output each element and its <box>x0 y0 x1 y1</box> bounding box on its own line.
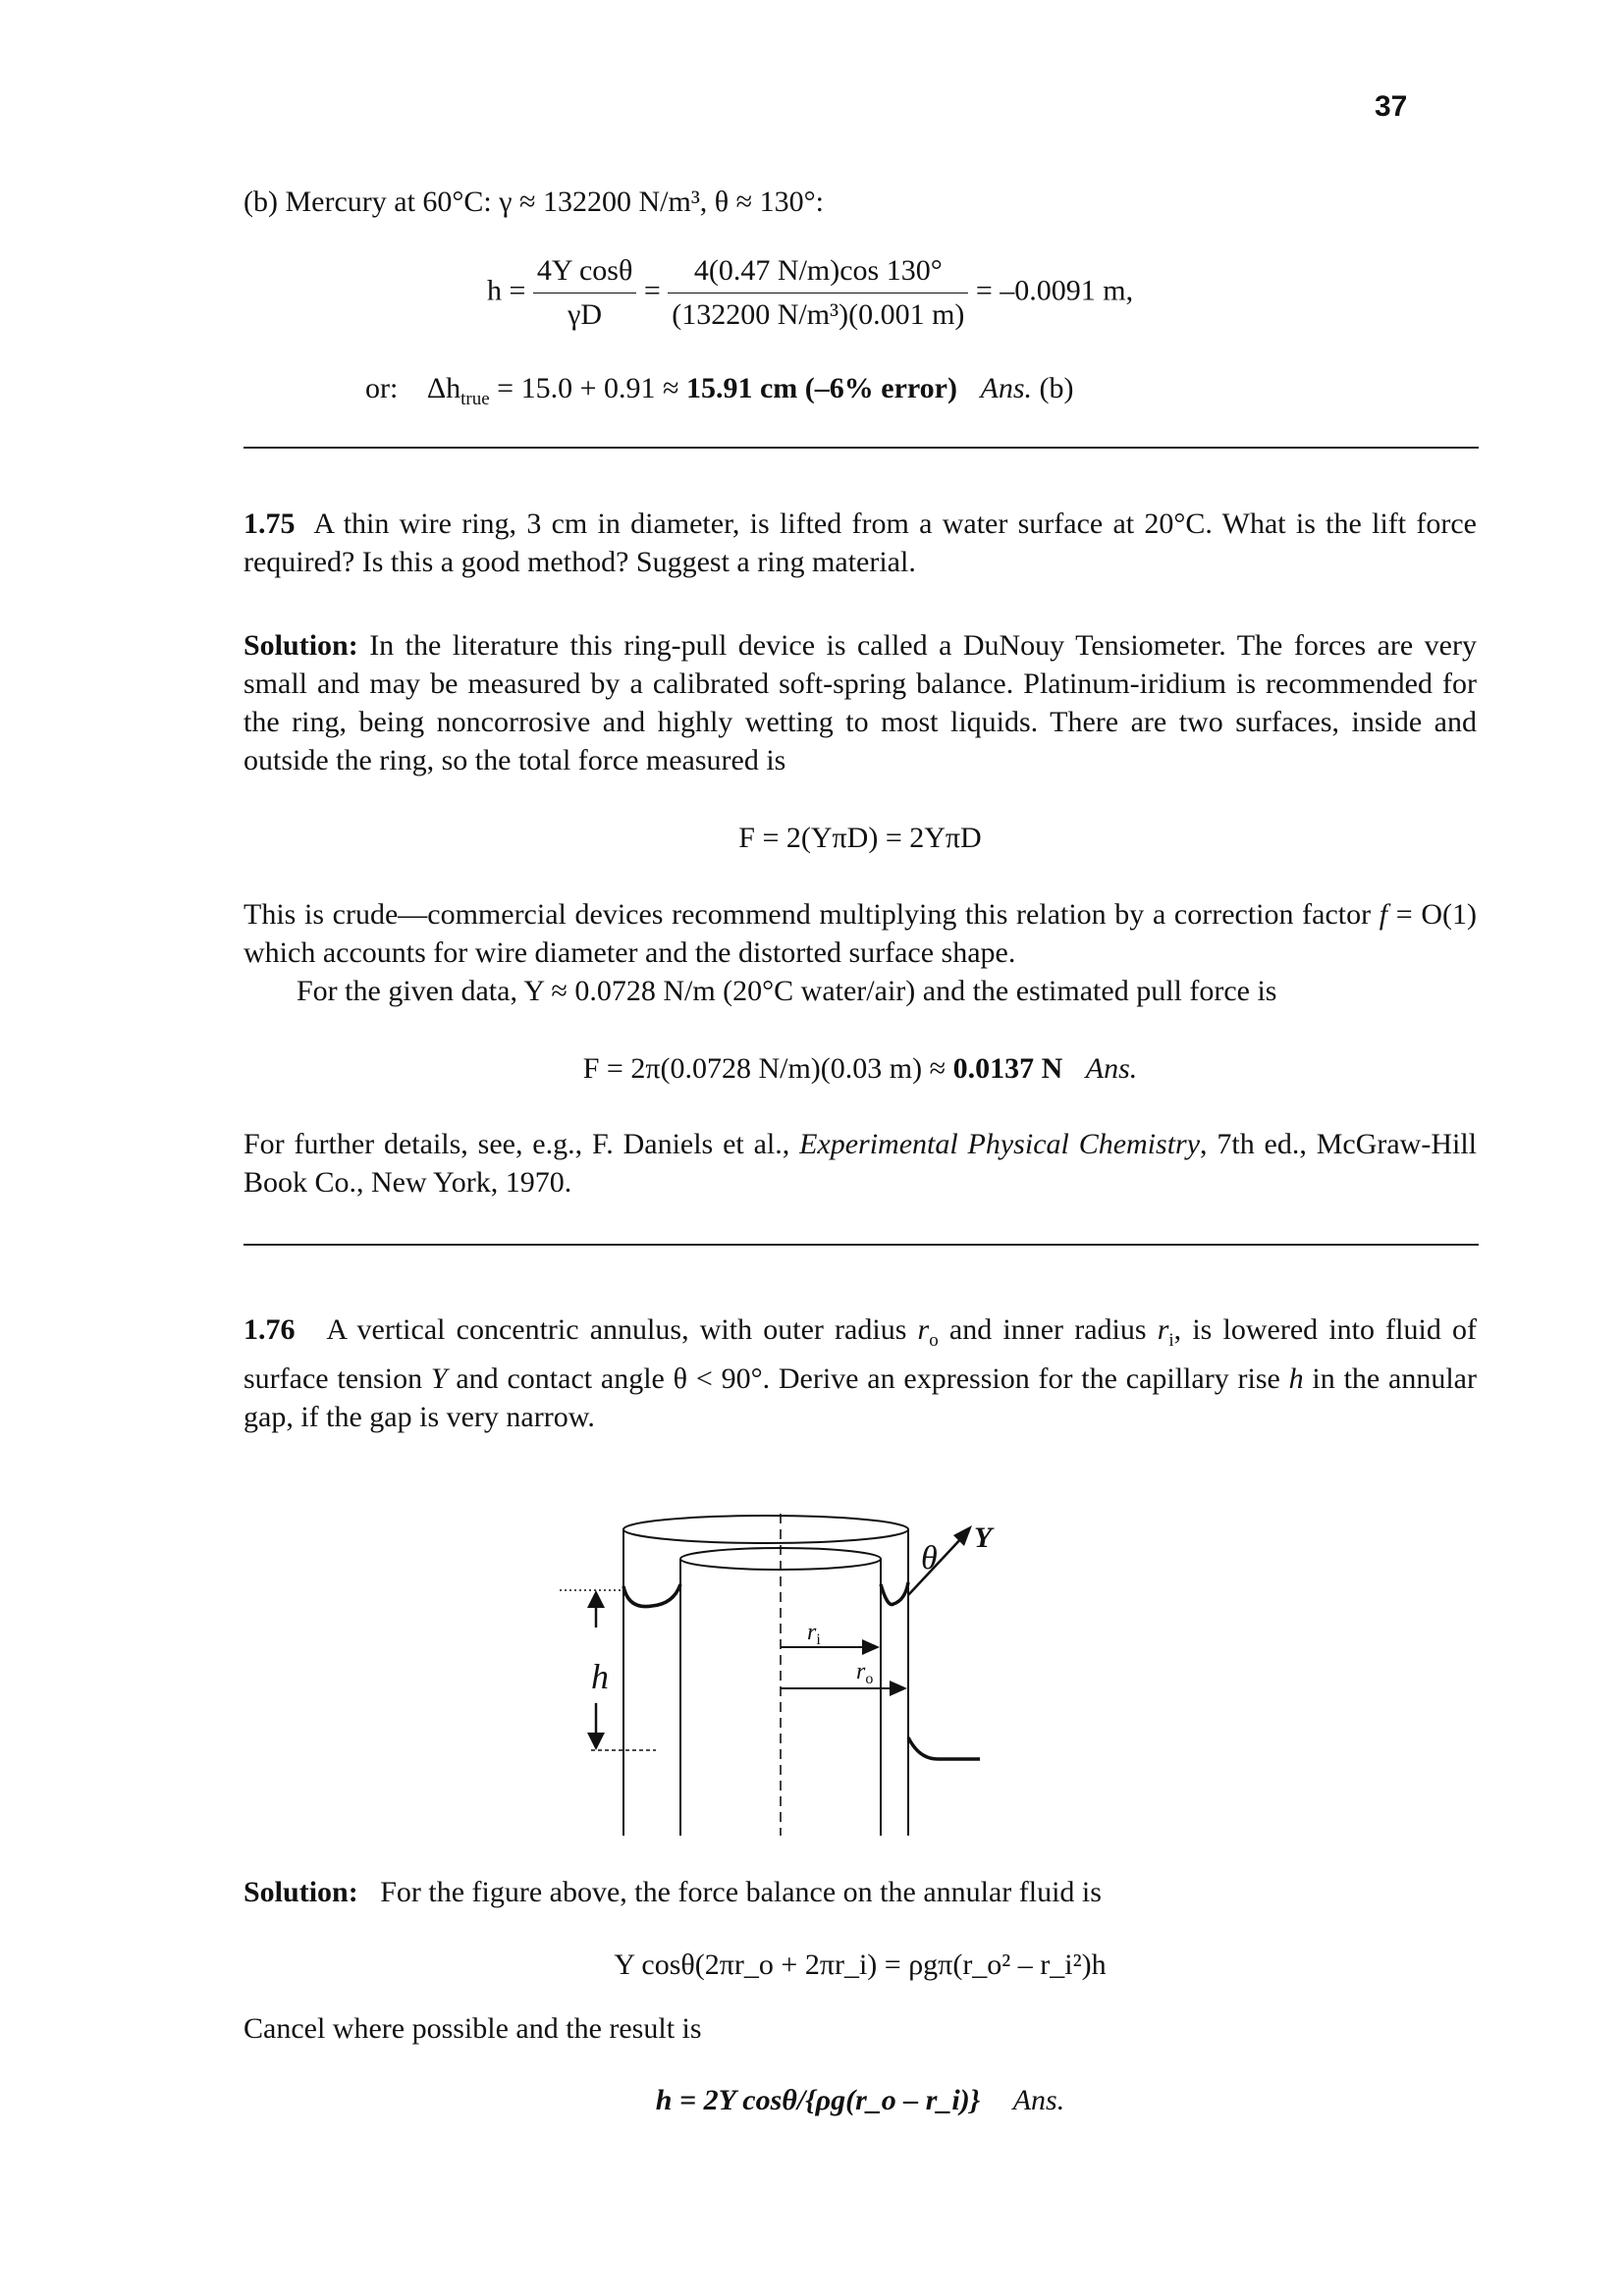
q-h: h <box>1288 1362 1304 1395</box>
result-equation <box>243 2081 1477 2120</box>
fraction-2-numerator: 4(0.47 N/m)cos 130° <box>668 251 968 294</box>
solution-text: For the figure above, the force balance on the annular fluid is <box>380 1876 1102 1908</box>
part-b-heading: (b) Mercury at 60°C: γ ≈ 132200 N/m³, θ ≈ 130°: <box>243 186 824 218</box>
annulus-figure <box>540 1502 1168 1836</box>
correction-factor-f: f <box>1379 898 1388 931</box>
Y-label: Y <box>974 1522 993 1554</box>
cancel-paragraph: Cancel where possible and the result is <box>243 2012 702 2045</box>
ans-label: Ans. <box>980 372 1032 404</box>
ri-label <box>807 1620 821 1648</box>
question-text: A thin wire ring, 3 cm in diameter, is lifted from a water surface at 20°C. What is the lift force required? Is this a good method? Suggest a ring material. <box>243 507 1477 578</box>
eq-mid: = <box>643 274 661 307</box>
ref-text-1: For further details, see, e.g., F. Daniels et al., <box>243 1128 800 1160</box>
pull-force-answer: 0.0137 N <box>952 1052 1063 1085</box>
problem-1-76-solution <box>243 1873 1477 1911</box>
part-b-equation <box>487 251 1133 335</box>
fraction-1-numerator: 4Y cosθ <box>533 251 636 294</box>
q-text-2: and inner radius <box>938 1313 1158 1346</box>
problem-1-76-question <box>243 1310 1477 1436</box>
ref-text-2: , 7th ed., McGraw-Hill Book Co., New York, 1970. <box>243 1128 1477 1199</box>
problem-1-75-question <box>243 505 1477 581</box>
q-text-3: , is lowered into fluid of surface tension <box>243 1313 1477 1395</box>
page-number: 37 <box>1375 90 1408 123</box>
q-ro: r <box>917 1313 930 1346</box>
divider <box>243 1244 1479 1246</box>
pull-force-equation <box>243 1049 1477 1089</box>
solution-label: Solution: <box>243 629 358 662</box>
ans-label: Ans. <box>1085 1052 1138 1085</box>
q-text-1: A vertical concentric annulus, with outer radius <box>326 1313 918 1346</box>
ro-arrowhead <box>890 1681 907 1696</box>
h-arrowhead-up <box>587 1590 605 1608</box>
meniscus-left <box>623 1584 680 1607</box>
crude-text-2: = O(1) which accounts for wire diameter and the distorted surface shape. <box>243 898 1477 969</box>
ro-label-sub: o <box>865 1671 874 1687</box>
h-arrowhead-down <box>587 1733 605 1750</box>
theta-label: θ <box>921 1540 938 1576</box>
crude-text-1: This is crude—commercial devices recommend multiplying this relation by a correction factor <box>243 898 1380 931</box>
meniscus-right <box>881 1582 908 1605</box>
divider <box>243 447 1479 449</box>
reference-paragraph <box>243 1125 1477 1201</box>
ans-label: Ans. <box>1012 2084 1065 2116</box>
fraction-1-denominator: γD <box>568 298 603 331</box>
q-ri: r <box>1157 1313 1169 1346</box>
q-ri-sub: i <box>1168 1330 1174 1351</box>
q-ro-sub: o <box>929 1330 939 1351</box>
ri-label-sub: i <box>816 1631 821 1648</box>
ro-label <box>856 1659 873 1687</box>
q-Y: Y <box>430 1362 448 1395</box>
solution-label: Solution: <box>243 1876 358 1908</box>
eq-result: = –0.0091 m, <box>975 274 1134 307</box>
part-b-answer: 15.91 cm (–6% error) <box>685 372 957 404</box>
ring-force-equation: F = 2(YπD) = 2YπD <box>738 822 982 854</box>
given-data-paragraph: For the given data, Y ≈ 0.0728 N/m (20°C water/air) and the estimated pull force is <box>297 975 1277 1007</box>
fraction-1 <box>533 251 636 335</box>
ref-book-title: Experimental Physical Chemistry <box>799 1128 1201 1160</box>
fraction-2 <box>668 251 968 335</box>
fraction-2-denominator: (132200 N/m³)(0.001 m) <box>672 298 965 331</box>
or-label: or: <box>365 372 399 404</box>
problem-number: 1.75 <box>243 507 296 540</box>
problem-number: 1.76 <box>243 1313 296 1346</box>
force-balance-equation: Y cosθ(2πr_o + 2πr_i) = ρgπ(r_o² – r_i²)h <box>614 1949 1107 1981</box>
delta-h: Δh <box>426 372 461 404</box>
correction-paragraph <box>243 895 1477 972</box>
pull-force-expr: F = 2π(0.0728 N/m)(0.03 m) ≈ <box>582 1052 953 1085</box>
q-text-4: and contact angle θ < 90°. Derive an expression for the capillary rise <box>447 1362 1289 1395</box>
problem-1-75-solution <box>243 626 1477 779</box>
result-expression: h = 2Y cosθ/{ρg(r_o – r_i)} <box>655 2084 981 2116</box>
ri-arrowhead <box>862 1639 880 1655</box>
outer-cylinder-top <box>623 1516 908 1543</box>
q-text-5: in the annular gap, if the gap is very narrow. <box>243 1362 1477 1433</box>
ri-label-r: r <box>807 1620 817 1645</box>
part-b-answer-line <box>365 369 1073 419</box>
delta-h-value: = 15.0 + 0.91 ≈ <box>489 372 686 404</box>
solution-text: In the literature this ring-pull device is called a DuNouy Tensiometer. The forces are very small and may be measured by a calibrated soft-spring balance. Platinum-iridium is recommended for the ring, being noncorrosive and highly wetting to most liquids. There are two surfaces, inside and outside the ring, so the total force measured is <box>243 629 1477 776</box>
ro-label-r: r <box>856 1659 866 1684</box>
ans-part: (b) <box>1039 372 1074 404</box>
h-label: h <box>591 1657 609 1696</box>
delta-h-subscript: true <box>460 389 490 409</box>
outside-free-surface <box>908 1737 980 1759</box>
eq-lhs: h = <box>487 274 526 307</box>
